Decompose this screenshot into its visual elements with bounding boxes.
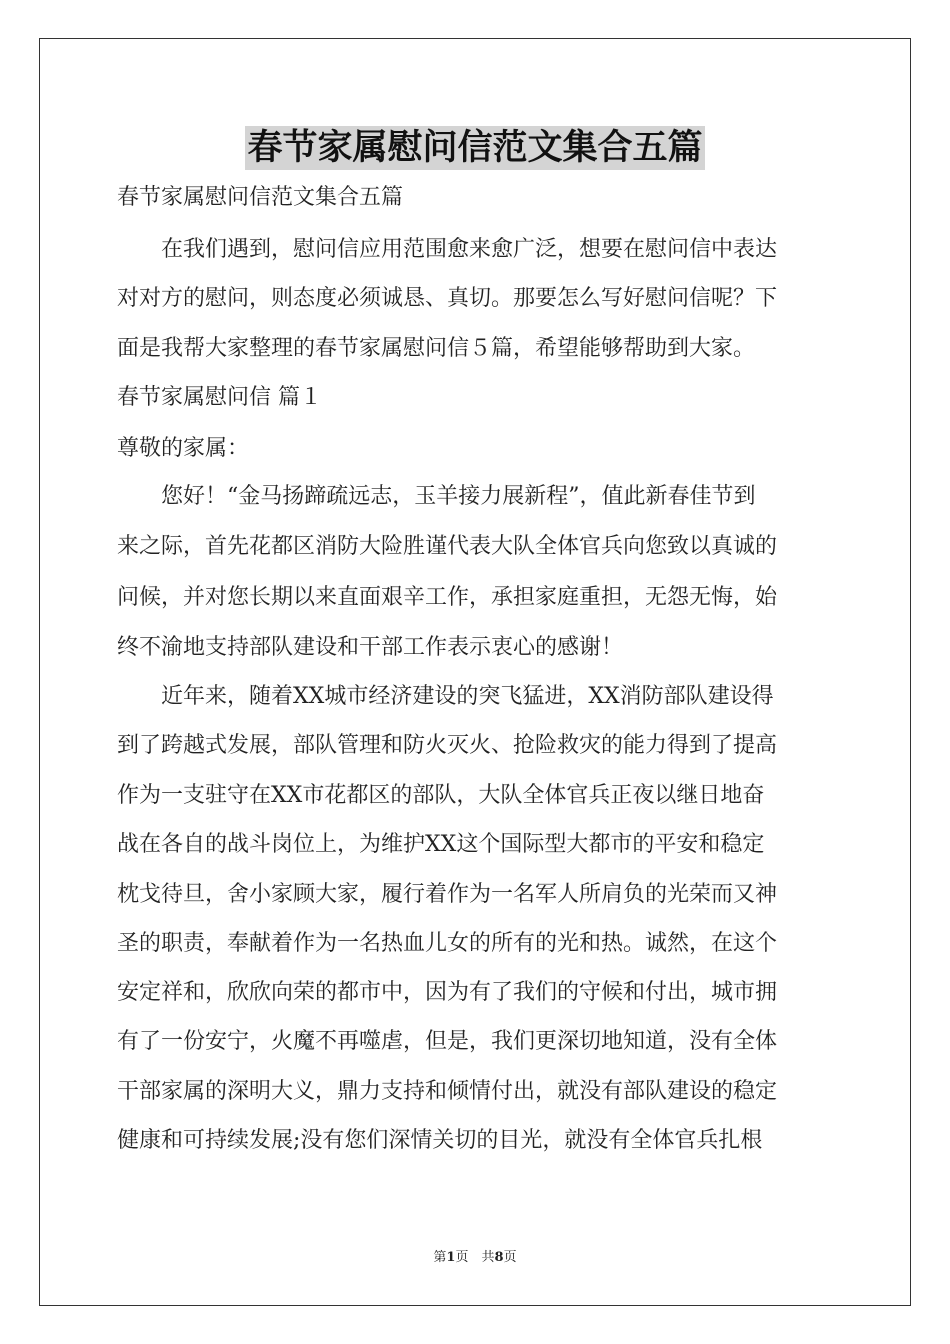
page-label-suffix: 页: [455, 1250, 469, 1265]
paragraph-line: 圣的职责，奉献着作为一名热血儿女的所有的光和热。诚然，在这个: [117, 931, 778, 956]
page-border: [39, 38, 911, 1306]
paragraph-line: 枕戈待旦，舍小家顾大家，履行着作为一名军人所肩负的光荣而又神: [117, 882, 778, 907]
paragraph-line: 干部家属的深明大义，鼎力支持和倾情付出，就没有部队建设的稳定: [117, 1079, 778, 1104]
total-label-prefix: 共: [481, 1250, 495, 1265]
total-label-suffix: 页: [503, 1250, 517, 1265]
subtitle-line: 春节家属慰问信范文集合五篇: [117, 185, 404, 210]
paragraph-line: 健康和可持续发展;没有您们深情关切的目光，就没有全体官兵扎根: [117, 1128, 763, 1153]
paragraph-line: 面是我帮大家整理的春节家属慰问信５篇，希望能够帮助到大家。: [117, 336, 756, 361]
paragraph-line: 终不渝地支持部队建设和干部工作表示衷心的感谢！: [117, 635, 624, 660]
document-title: 春节家属慰问信范文集合五篇: [247, 127, 703, 168]
paragraph-line: 战在各自的战斗岗位上，为维护XX这个国际型大都市的平安和稳定: [117, 832, 765, 857]
paragraph-line: 作为一支驻守在XX市花都区的部队，大队全体官兵正夜以继日地奋: [117, 783, 765, 808]
paragraph-line: 您好！“金马扬蹄疏远志，玉羊接力展新程”，值此新春佳节到: [117, 484, 756, 509]
page-label-prefix: 第: [433, 1250, 447, 1265]
paragraph-line: 在我们遇到，慰问信应用范围愈来愈广泛，想要在慰问信中表达: [117, 237, 778, 262]
paragraph-line: 到了跨越式发展，部队管理和防火灭火、抢险救灾的能力得到了提高: [117, 733, 778, 758]
salutation: 尊敬的家属：: [117, 436, 250, 461]
title-container: [0, 126, 950, 170]
paragraph-line: 安定祥和，欣欣向荣的都市中，因为有了我们的守候和付出，城市拥: [117, 980, 778, 1005]
section-heading: 春节家属慰问信 篇１: [117, 385, 322, 410]
paragraph-line: 来之际，首先花都区消防大险胜谨代表大队全体官兵向您致以真诚的: [117, 534, 778, 559]
page-footer: [0, 1246, 950, 1265]
paragraph-line: 有了一份安宁，火魔不再噬虐，但是，我们更深切地知道，没有全体: [117, 1029, 778, 1054]
paragraph-line: 问候，并对您长期以来直面艰辛工作，承担家庭重担，无怨无悔，始: [117, 585, 778, 610]
total-pages: 8: [494, 1250, 504, 1265]
paragraph-line: 对对方的慰问，则态度必须诚恳、真切。那要怎么写好慰问信呢？下: [117, 286, 778, 311]
paragraph-line: 近年来，随着XX城市经济建设的突飞猛进，XX消防部队建设得: [117, 684, 774, 709]
page-number: 1: [446, 1250, 456, 1265]
